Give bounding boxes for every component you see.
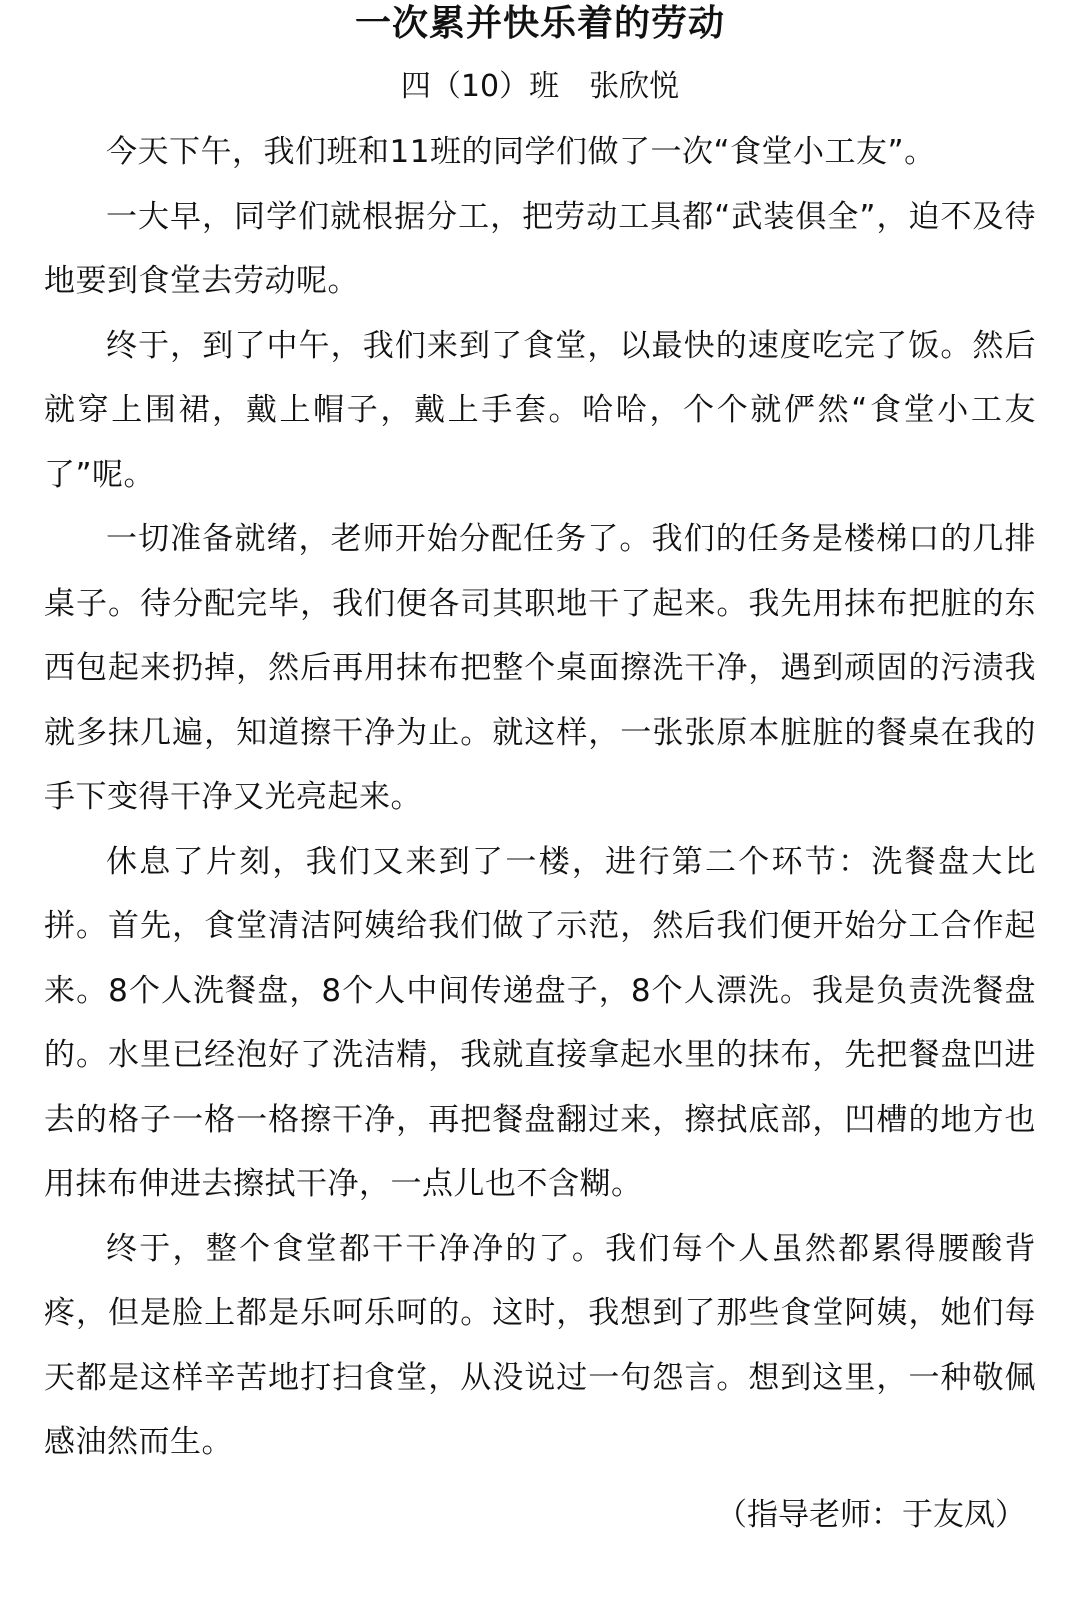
paragraph: 今天下午，我们班和11班的同学们做了一次“食堂小工友”。 (106, 134, 936, 170)
paragraph: 休息了片刻，我们又来到了一楼，进行第二个环节：洗餐盘大比拼。首先，食堂清洁阿姨给我们做了示范，然后我们便开始分工合作起来。8个人洗餐盘，8个人中间传递盘子，8个人漂洗。我是负责洗餐盘的。水里已经泡好了洗洁精，我就直接拿起水里的抹布，先把餐盘凹进去的格子一格一格擦干净，再把餐盘翻过来，擦拭底部，凹槽的地方也用抹布伸进去擦拭干净，一点儿也不含糊。 (44, 843, 1036, 1202)
teacher-signature: （指导老师：于友凤） (716, 1496, 1026, 1533)
paragraph: 一大早，同学们就根据分工，把劳动工具都“武装俱全”，迫不及待地要到食堂去劳动呢。 (44, 198, 1036, 299)
author-class: 四（10）班 (400, 69, 560, 104)
essay-body (44, 120, 1036, 1475)
paragraph: 终于，到了中午，我们来到了食堂，以最快的速度吃完了饭。然后就穿上围裙，戴上帽子，戴上手套。哈哈，个个就俨然“食堂小工友了”呢。 (44, 327, 1036, 493)
author-line (44, 54, 1036, 120)
paragraph: 终于，整个食堂都干干净净的了。我们每个人虽然都累得腰酸背疼，但是脸上都是乐呵乐呵的。这时，我想到了那些食堂阿姨，她们每天都是这样辛苦地打扫食堂，从没说过一句怨言。想到这里，一种敬佩感油然而生。 (44, 1230, 1036, 1460)
essay-title: 一次累并快乐着的劳动 (354, 3, 725, 44)
document-page (44, 0, 1036, 1547)
paragraph: 一切准备就绪，老师开始分配任务了。我们的任务是楼梯口的几排桌子。待分配完毕，我们便各司其职地干了起来。我先用抹布把脏的东西包起来扔掉，然后再用抹布把整个桌面擦洗干净，遇到顽固的污渍我就多抹几遍，知道擦干净为止。就这样，一张张原本脏脏的餐桌在我的手下变得干净又光亮起来。 (44, 521, 1036, 815)
author-name: 张欣悦 (589, 69, 680, 104)
